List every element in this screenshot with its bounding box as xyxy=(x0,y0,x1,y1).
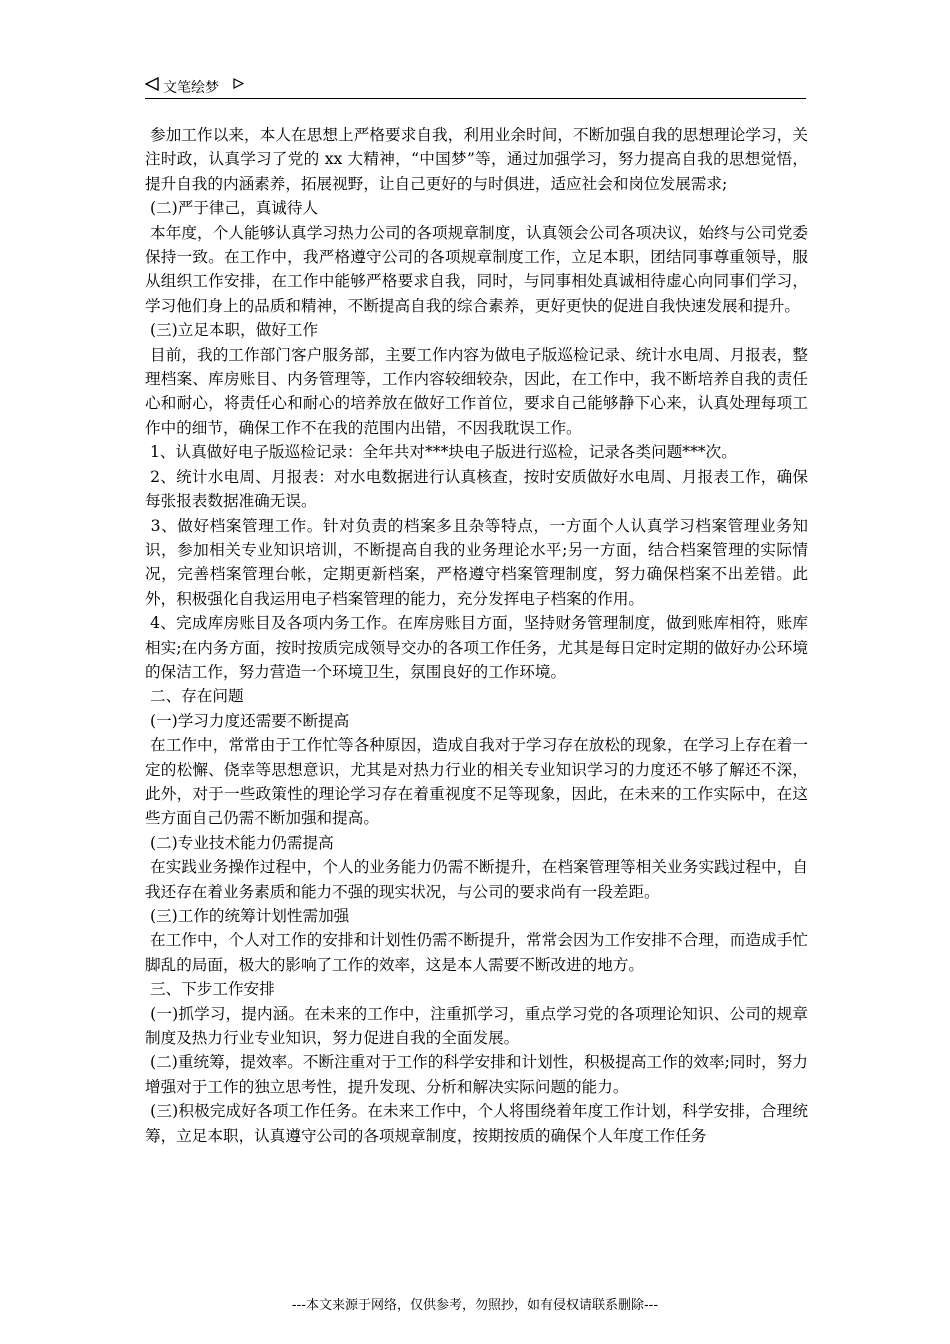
paragraph: 在工作中，常常由于工作忙等各种原因，造成自我对于学习存在放松的现象，在学习上存在着一定的松懈、侥幸等思想意识，尤其是对热力行业的相关专业知识学习的力度还不够了解还不深，此外，对于一些政策性的理论学习存在着重视度不足等现象，因此，在未来的工作实际中，在这些方面自己仍需不断加强和提高。 xyxy=(145,736,808,828)
header-brand: 文笔绘梦 xyxy=(163,80,219,96)
list-item: 4、完成库房账目及各项内务工作。在库房账目方面，坚持财务管理制度，做到账库相符，账库相实;在内务方面，按时按质完成领导交办的各项工作任务，尤其是每日定时定期的做好办公环境的保洁工作，努力营造一个环境卫生，氛围良好的工作环境。 xyxy=(145,614,808,681)
paragraph: 在工作中，个人对工作的安排和计划性仍需不断提升，常常会因为工作安排不合理，而造成手忙脚乱的局面，极大的影响了工作的效率，这是本人需要不断改进的地方。 xyxy=(145,931,808,974)
document-body xyxy=(145,123,808,1148)
section-heading: (一)学习力度还需要不断提高 xyxy=(145,711,350,730)
list-item: 3、做好档案管理工作。针对负责的档案多且杂等特点，一方面个人认真学习档案管理业务知识，参加相关专业知识培训，不断提高自我的业务理论水平;另一方面，结合档案管理的实际情况，完善档案管理台帐，定期更新档案，严格遵守档案管理制度，努力确保档案不出差错。此外，积极强化自我运用电子档案管理的能力，充分发挥电子档案的作用。 xyxy=(145,516,808,608)
paragraph: 参加工作以来，本人在思想上严格要求自我，利用业余时间，不断加强自我的思想理论学习，关注时政，认真学习了党的 xx 大精神，“中国梦”等，通过加强学习，努力提高自我的思想觉悟，提升自我的内涵素养，拓展视野，让自己更好的与时俱进，适应社会和岗位发展需求; xyxy=(145,126,808,193)
right-triangle-icon xyxy=(233,78,244,89)
page-footer: ---本文来源于网络，仅供参考，勿照抄，如有侵权请联系删除--- xyxy=(291,1298,659,1313)
list-item: (二)重统筹，提效率。不断注重对于工作的科学安排和计划性，积极提高工作的效率;同时，努力增强对于工作的独立思考性，提升发现、分析和解决实际问题的能力。 xyxy=(145,1053,809,1096)
paragraph: 目前，我的工作部门客户服务部，主要工作内容为做电子版巡检记录、统计水电周、月报表，整理档案、库房账目、内务管理等，工作内容较细较杂，因此，在工作中，我不断培养自我的责任心和耐心，将责任心和耐心的培养放在做好工作首位，要求自己能够静下心来，认真处理每项工作中的细节，确保工作不在我的范围内出错，不因我耽误工作。 xyxy=(145,345,808,437)
paragraph: 在实践业务操作过程中，个人的业务能力仍需不断提升，在档案管理等相关业务实践过程中，自我还存在着业务素质和能力不强的现实状况，与公司的要求尚有一段差距。 xyxy=(145,858,808,901)
list-item: (一)抓学习，提内涵。在未来的工作中，注重抓学习，重点学习党的各项理论知识、公司的规章制度及热力行业专业知识，努力促进自我的全面发展。 xyxy=(145,1004,808,1048)
section-heading: (二)专业技术能力仍需提高 xyxy=(145,833,334,852)
list-item: 1、认真做好电子版巡检记录：全年共对***块电子版进行巡检，记录各类问题***次。 xyxy=(145,443,737,462)
list-item: (三)积极完成好各项工作任务。在未来工作中，个人将围绕着年度工作计划，科学安排，合理统筹，立足本职，认真遵守公司的各项规章制度，按期按质的确保个人年度工作任务 xyxy=(145,1102,808,1145)
section-heading: (三)工作的统筹计划性需加强 xyxy=(145,907,350,925)
list-item: 2、统计水电周、月报表：对水电数据进行认真核查，按时安质做好水电周、月报表工作，确保每张报表数据准确无误。 xyxy=(145,467,808,511)
paragraph: 本年度，个人能够认真学习热力公司的各项规章制度，认真领会公司各项决议，始终与公司党委保持一致。在工作中，我严格遵守公司的各项规章制度工作，立足本职，团结同事尊重领导，服从组织工作安排，在工作中能够严格要求自我，同时，与同事相处真诚相待虚心向同事们学习，学习他们身上的品质和精神，不断提高自我的综合素养，更好更快的促进自我快速发展和提升。 xyxy=(145,223,808,315)
section-heading: 二、存在问题 xyxy=(145,687,244,706)
section-heading: 三、下步工作安排 xyxy=(145,980,275,999)
left-triangle-icon xyxy=(145,77,159,91)
page-header xyxy=(145,74,806,99)
section-heading: (三)立足本职，做好工作 xyxy=(145,321,319,340)
section-heading: (二)严于律己，真诚待人 xyxy=(145,199,319,218)
